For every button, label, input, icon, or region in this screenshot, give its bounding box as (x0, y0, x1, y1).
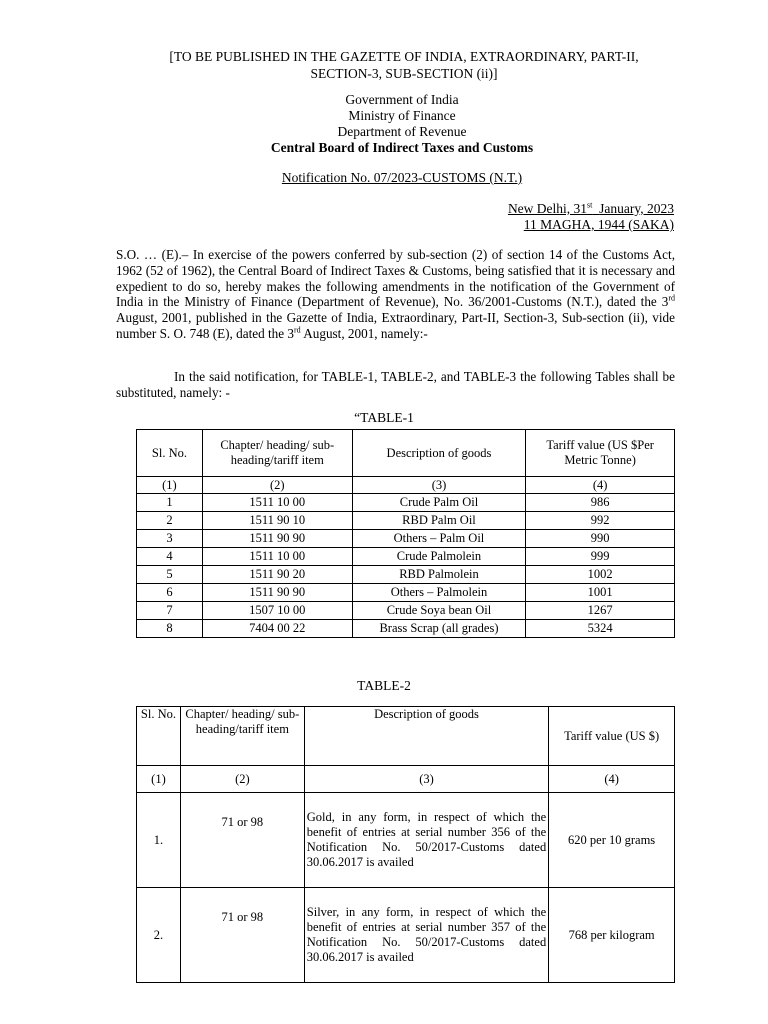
table-row (137, 566, 675, 584)
table-cell: 4 (137, 548, 203, 566)
table-cell: 990 (526, 530, 675, 548)
table-row (137, 494, 675, 512)
table2-header-row (137, 707, 675, 766)
table1-colnum-cell: (4) (526, 477, 675, 494)
table-row (137, 620, 675, 638)
table1 (136, 429, 675, 638)
table-cell: Silver, in any form, in respect of which the benefit of entries at serial number 357 of the Notification No. 50/2017-Customs dated 30.06.2017 is availed (304, 888, 548, 983)
substitution-paragraph: In the said notification, for TABLE-1, TABLE-2, and TABLE-3 the following Tables shall be substituted, namely: - (116, 369, 675, 400)
preamble-part-1: S.O. … (E).– In exercise of the powers conferred by sub-section (2) of section 14 of the Customs Act, 1962 (52 of 1962), the Central Board of Indirect Taxes & Customs, being satisfied that it is necessary and expedient to do so, hereby makes the following amendments in the notification of the Government of India in the Ministry of Finance (Department of Revenue), No. 36/2001-Customs (N.T.), dated the 3 (116, 247, 675, 310)
table-cell: 7 (137, 602, 203, 620)
table-cell: 986 (526, 494, 675, 512)
table2-header-cell: Description of goods (304, 707, 548, 766)
saka-date-line: 11 MAGHA, 1944 (SAKA) (523, 217, 674, 232)
department-line: Department of Revenue (337, 124, 467, 139)
board-line: Central Board of Indirect Taxes and Customs (270, 140, 534, 155)
table2-column-number-row (137, 766, 675, 793)
table-cell: 1511 10 00 (202, 494, 352, 512)
table1-header-row (137, 430, 675, 477)
table-cell: 1267 (526, 602, 675, 620)
table-cell: 1 (137, 494, 203, 512)
table-cell: 8 (137, 620, 203, 638)
notification-number (150, 170, 654, 186)
preamble-part-2: August, 2001, published in the Gazette of India, Extraordinary, Part-II, Section-3, Sub-section (ii), vide number S. O. 748 (E), dated the 3 (116, 310, 675, 341)
table-cell: 71 or 98 (180, 888, 304, 983)
table2 (136, 706, 675, 983)
table2-colnum-cell: (3) (304, 766, 548, 793)
table-cell: 992 (526, 512, 675, 530)
table1-header-cell: Chapter/ heading/ sub-heading/tariff item (202, 430, 352, 477)
preamble-paragraph (116, 247, 675, 342)
table1-colnum-cell: (1) (137, 477, 203, 494)
table-cell: RBD Palmolein (352, 566, 526, 584)
table2-colnum-cell: (2) (180, 766, 304, 793)
table-cell: 999 (526, 548, 675, 566)
date-month-year: January, 2023 (599, 201, 674, 216)
table-cell: Crude Palmolein (352, 548, 526, 566)
table-cell: 1001 (526, 584, 675, 602)
table-cell: 2. (137, 888, 181, 983)
table-cell: 1511 90 90 (202, 530, 352, 548)
table-cell: Others – Palm Oil (352, 530, 526, 548)
table-cell: 7404 00 22 (202, 620, 352, 638)
table-row (137, 548, 675, 566)
table-cell: 1002 (526, 566, 675, 584)
table1-colnum-cell: (3) (352, 477, 526, 494)
government-line: Government of India (345, 92, 459, 107)
table-row (137, 888, 675, 983)
date-place: New Delhi, 31 (507, 201, 588, 216)
table-row (137, 530, 675, 548)
preamble-part-3: August, 2001, namely:- (300, 325, 428, 341)
date-block (508, 201, 674, 233)
table-row (137, 793, 675, 888)
table-cell: 1511 90 20 (202, 566, 352, 584)
table1-header-cell: Sl. No. (137, 430, 203, 477)
table-cell: 71 or 98 (180, 793, 304, 888)
table-cell: 5324 (526, 620, 675, 638)
table2-caption: TABLE-2 (357, 678, 411, 693)
notification-number-text: Notification No. 07/2023-CUSTOMS (N.T.) (281, 170, 523, 185)
table2-colnum-cell: (1) (137, 766, 181, 793)
table2-header-cell: Sl. No. (137, 707, 181, 766)
table2-colnum-cell: (4) (549, 766, 675, 793)
issuing-authority (150, 92, 654, 156)
table-cell: 6 (137, 584, 203, 602)
table-cell: 1511 90 10 (202, 512, 352, 530)
table1-header-cell: Tariff value (US $Per Metric Tonne) (526, 430, 675, 477)
table-cell: 5 (137, 566, 203, 584)
table2-header-cell: Tariff value (US $) (549, 707, 675, 766)
table-cell: 3 (137, 530, 203, 548)
table2-header-cell: Chapter/ heading/ sub-heading/tariff item (180, 707, 304, 766)
table-row (137, 584, 675, 602)
table-cell: Crude Palm Oil (352, 494, 526, 512)
table-cell: 1. (137, 793, 181, 888)
gazette-line-2: SECTION-3, SUB-SECTION (ii)] (310, 66, 498, 81)
table-cell: 1511 10 00 (202, 548, 352, 566)
table1-header-cell: Description of goods (352, 430, 526, 477)
table-cell: Crude Soya bean Oil (352, 602, 526, 620)
gazette-line-1: [TO BE PUBLISHED IN THE GAZETTE OF INDIA, EXTRAORDINARY, PART-II, (169, 49, 639, 64)
table-cell: 768 per kilogram (549, 888, 675, 983)
table1-colnum-cell: (2) (202, 477, 352, 494)
table1-caption: “TABLE-1 (354, 410, 414, 425)
preamble-sup-2: rd (294, 325, 301, 335)
date-suffix: st (587, 200, 593, 210)
gazette-heading (120, 48, 688, 82)
table-row (137, 512, 675, 530)
table-cell: Others – Palmolein (352, 584, 526, 602)
table-cell: 1507 10 00 (202, 602, 352, 620)
table-cell: 620 per 10 grams (549, 793, 675, 888)
table-cell: 1511 90 90 (202, 584, 352, 602)
preamble-sup-1: rd (668, 294, 675, 303)
table-cell: RBD Palm Oil (352, 512, 526, 530)
table-cell: Gold, in any form, in respect of which the benefit of entries at serial number 356 of the Notification No. 50/2017-Customs dated 30.06.2017 is availed (304, 793, 548, 888)
table-cell: Brass Scrap (all grades) (352, 620, 526, 638)
ministry-line: Ministry of Finance (348, 108, 456, 123)
table-cell: 2 (137, 512, 203, 530)
table1-column-number-row (137, 477, 675, 494)
table-row (137, 602, 675, 620)
date-line (508, 201, 674, 217)
